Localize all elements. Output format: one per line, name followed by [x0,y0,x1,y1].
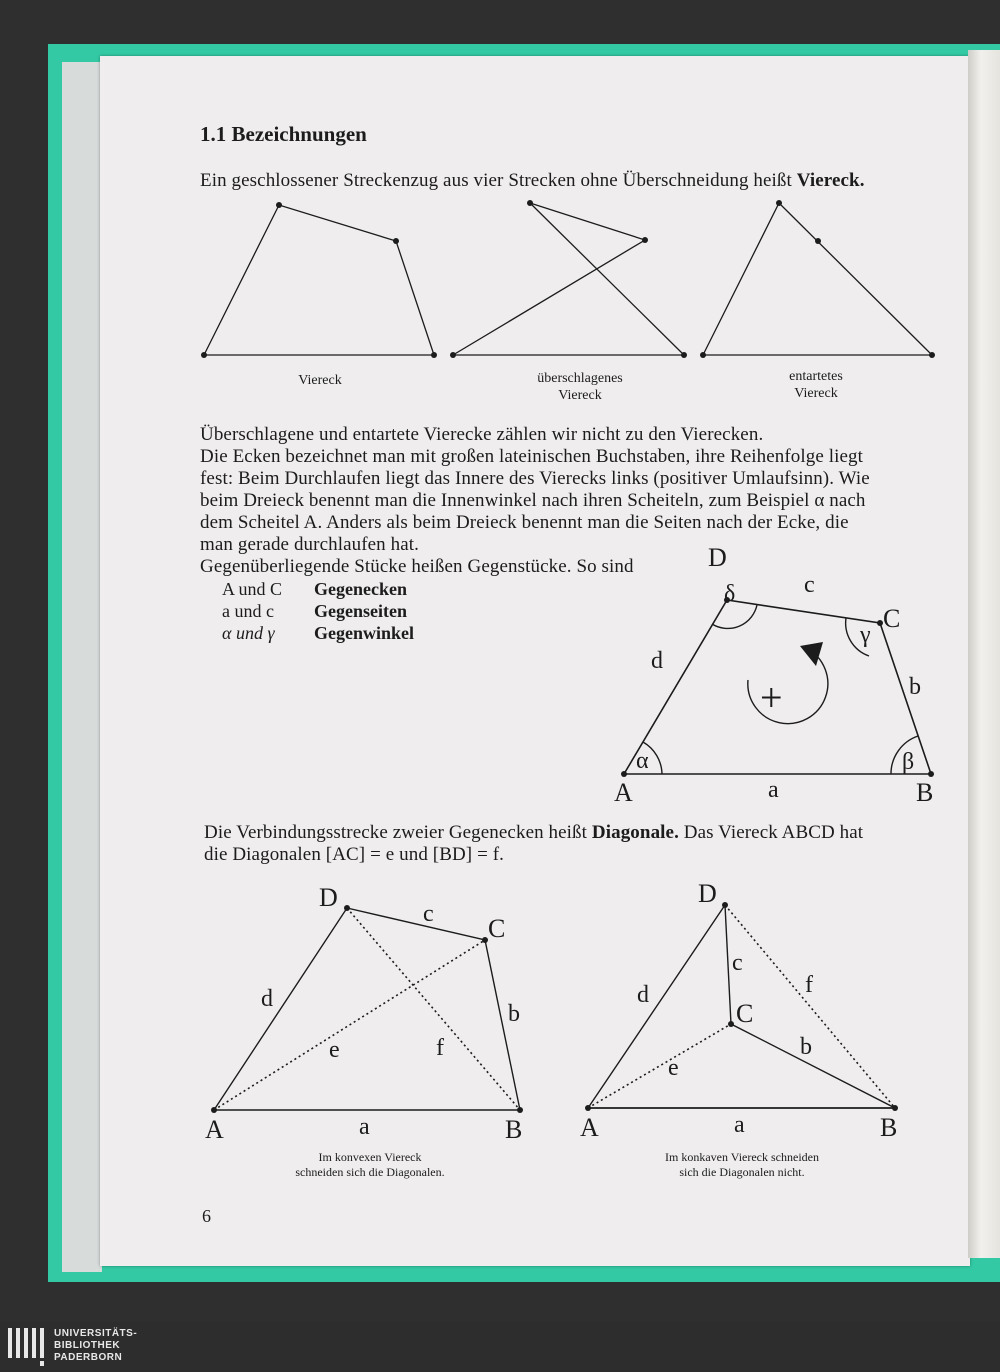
svg-text:C: C [488,914,506,943]
library-logo-icon [6,1328,46,1368]
side-d: d [651,648,663,674]
angle-alpha: α [636,748,649,774]
explanation-paragraph: Überschlagene und entartete Vierecke zählen wir nicht zu den Vierecken. Die Ecken bezeichnet man mit großen lateinischen Buchstaben, ihre Reihenfolge liegt fest: Beim Durchlaufen liegt das Innere des Vierecks links (positiver Umlaufsinn). Wie beim Dreieck benennt man die Innenwinkel nach ihren Scheiteln, zum Beispiel α nach dem Scheitel A. Anders als beim Dreieck benennt man die Seiten nach der Ecke, die man gerade durchlaufen hat. Gegenüberliegende Stücke heißen Gegenstücke. So sind [200,424,870,577]
intro-bold-term: Viereck. [796,170,865,191]
caption-entartetes: entartetes Viereck [789,369,843,401]
svg-text:B: B [505,1115,523,1144]
svg-text:e: e [329,1037,340,1063]
svg-text:b: b [800,1034,812,1060]
orientation-sign: + [760,675,783,720]
svg-text:f: f [805,972,813,998]
diagonal-line-2: die Diagonalen [AC] = e und [BD] = f. [204,844,505,865]
list-item: A und C Gegenecken [222,579,407,599]
svg-text:a: a [359,1114,370,1140]
library-name: UNIVERSITÄTS- BIBLIOTHEK PADERBORN [54,1328,138,1363]
intro-text: Ein geschlossener Streckenzug aus vier Strecken ohne Überschneidung heißt [200,170,797,191]
svg-text:D: D [698,879,717,908]
caption-ueberschlagenes: überschlagenes Viereck [537,371,623,403]
svg-text:d: d [637,982,649,1008]
side-a: a [768,777,779,803]
svg-text:e: e [668,1055,679,1081]
side-b: b [909,674,921,700]
vertex-B: B [916,778,934,807]
vertex-A: A [614,778,633,807]
svg-text:C: C [736,999,754,1028]
page-number: 6 [202,1206,211,1226]
svg-text:c: c [732,950,743,976]
svg-text:d: d [261,986,273,1012]
svg-text:D: D [319,883,338,912]
svg-text:b: b [508,1001,520,1027]
caption-convex: Im konvexen Viereck schneiden sich die Diagonalen. [295,1150,445,1179]
svg-text:B: B [880,1113,898,1142]
side-c: c [804,572,815,598]
caption-concave: Im konkaven Viereck schneiden sich die Diagonalen nicht. [664,1150,819,1179]
section-heading: 1.1 Bezeichnungen [200,122,367,146]
library-footer [0,1322,1000,1372]
angle-delta: δ [724,581,736,607]
angle-gamma: γ [860,622,871,648]
diagonal-line-1: Die Verbindungsstrecke zweier Gegenecken heißt Diagonale. Das Viereck ABCD hat [204,822,864,843]
svg-text:c: c [423,901,434,927]
convex-quadrilateral [205,883,523,1144]
svg-text:a: a [734,1112,745,1138]
vertex-C: C [883,604,901,633]
vertex-D: D [708,543,727,572]
list-item: a und c Gegenseiten [222,601,407,621]
caption-viereck: Viereck [298,373,342,388]
concave-quadrilateral [580,879,898,1142]
svg-text:A: A [580,1113,599,1142]
angle-beta: β [902,749,915,775]
list-item: α und γ Gegenwinkel [222,623,415,643]
svg-text:A: A [205,1115,224,1144]
svg-text:f: f [436,1035,444,1061]
